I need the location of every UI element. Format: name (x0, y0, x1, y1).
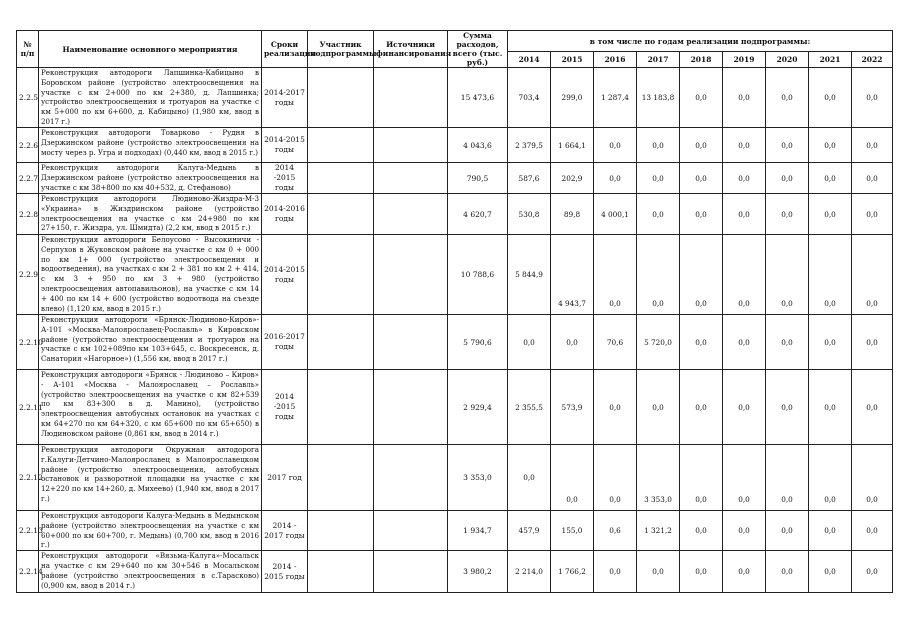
total-expenses: 2 929,4 (448, 370, 508, 445)
row-number: 2.2.10 (17, 315, 39, 370)
year-amount: 13 183,8 (637, 68, 680, 128)
participant-cell (308, 235, 374, 315)
activity-name: Реконструкция автодороги Людиново-Жиздра-М-3 «Украина» в Жиздринском районе (устройство электроосвещения на участке с км 24+980 по км 27+150, г. Жиздра, ул. Шмидта) (2,2 км, ввод в 2015 г.) (39, 194, 262, 235)
year-amount: 0,0 (594, 445, 637, 511)
year-amount: 0,0 (766, 370, 809, 445)
year-amount: 0,0 (809, 128, 852, 163)
year-amount: 202,9 (551, 163, 594, 194)
year-amount: 0,0 (852, 194, 893, 235)
year-amount: 0,0 (551, 445, 594, 511)
implementation-term: 2014 - 2015 годы (262, 551, 308, 593)
activity-name: Реконструкция автодороги «Брянск-Людиново-Киров»-А-101 «Москва-Малоярославец-Рославль» в Кировском районе (устройство электроосвещения и тротуаров на участке с км 102+089по км 103+645, с. Воскресенск, д. Санатория «Нагорное») (1,556 км, ввод в 2017 г.) (39, 315, 262, 370)
header-number: № п/п (17, 31, 39, 68)
implementation-term: 2014 - 2017 годы (262, 511, 308, 551)
year-amount: 0,0 (809, 194, 852, 235)
year-amount: 0,0 (723, 128, 766, 163)
activity-name: Реконструкция автодороги «Брянск - Людиново – Киров» - А-101 «Москва - Малоярославец – Рославль» (устройство электроосвещения на участке с км 82+539 по км 83+300 в д. Манино), (устройство электроосвещения автобусных остановок на участках с км 64+270 по км 64+320, с км 65+600 по км 65+650) в Людиновском районе (0,861 км, ввод в 2014 г.) (39, 370, 262, 445)
year-amount: 4 000,1 (594, 194, 637, 235)
funding-source-cell (374, 235, 448, 315)
implementation-term: 2014 -2015 годы (262, 163, 308, 194)
funding-source-cell (374, 68, 448, 128)
year-amount: 1 766,2 (551, 551, 594, 593)
year-amount: 0,0 (637, 194, 680, 235)
year-amount: 155,0 (551, 511, 594, 551)
year-amount: 0,0 (766, 194, 809, 235)
header-activity-name: Наименование основного мероприятия (39, 31, 262, 68)
row-number: 2.2.8 (17, 194, 39, 235)
year-amount: 0,0 (723, 511, 766, 551)
year-amount: 0,0 (766, 445, 809, 511)
year-amount: 0,0 (723, 551, 766, 593)
header-term: Сроки реализации (262, 31, 308, 68)
year-amount: 0,0 (852, 315, 893, 370)
year-amount: 587,6 (508, 163, 551, 194)
header-year: 2014 (508, 52, 551, 68)
year-amount: 0,0 (852, 370, 893, 445)
year-amount: 0,0 (723, 194, 766, 235)
year-amount: 0,0 (809, 511, 852, 551)
year-amount: 0,0 (637, 235, 680, 315)
year-amount: 5 844,9 (508, 235, 551, 315)
header-year: 2017 (637, 52, 680, 68)
program-table-page (16, 30, 892, 606)
total-expenses: 5 790,6 (448, 315, 508, 370)
table-row (17, 370, 893, 445)
year-amount: 0,0 (809, 315, 852, 370)
total-expenses: 3 980,2 (448, 551, 508, 593)
year-amount: 0,0 (680, 315, 723, 370)
year-amount: 0,0 (680, 445, 723, 511)
year-amount: 0,0 (723, 445, 766, 511)
row-number: 2.2.5 (17, 68, 39, 128)
year-amount: 0,0 (508, 445, 551, 511)
year-amount: 703,4 (508, 68, 551, 128)
total-expenses: 4 620,7 (448, 194, 508, 235)
year-amount: 0,6 (594, 511, 637, 551)
activity-name: Реконструкция автодороги Товарково - Рудня в Дзержинском районе (устройство электроосвещения на мосту через р. Угра и подходах) (0,440 км, ввод в 2015 г.) (39, 128, 262, 163)
header-year: 2022 (852, 52, 893, 68)
total-expenses: 15 473,6 (448, 68, 508, 128)
year-amount: 3 353,0 (637, 445, 680, 511)
year-amount: 0,0 (594, 235, 637, 315)
program-table (16, 30, 893, 593)
participant-cell (308, 163, 374, 194)
header-year: 2015 (551, 52, 594, 68)
table-row (17, 68, 893, 128)
total-expenses: 4 043,6 (448, 128, 508, 163)
total-expenses: 10 788,6 (448, 235, 508, 315)
table-row (17, 235, 893, 315)
year-amount: 0,0 (723, 235, 766, 315)
year-amount: 0,0 (852, 128, 893, 163)
header-total-expenses: Сумма расходов, всего (тыс. руб.) (448, 31, 508, 68)
header-year: 2018 (680, 52, 723, 68)
table-row (17, 315, 893, 370)
year-amount: 0,0 (723, 315, 766, 370)
year-amount: 0,0 (809, 551, 852, 593)
year-amount: 1 287,4 (594, 68, 637, 128)
year-amount: 0,0 (680, 128, 723, 163)
implementation-term: 2014-2015 годы (262, 128, 308, 163)
year-amount: 0,0 (594, 128, 637, 163)
row-number: 2.2.7 (17, 163, 39, 194)
participant-cell (308, 370, 374, 445)
year-amount: 0,0 (508, 315, 551, 370)
year-amount: 530,8 (508, 194, 551, 235)
year-amount: 0,0 (766, 235, 809, 315)
participant-cell (308, 315, 374, 370)
year-amount: 0,0 (766, 511, 809, 551)
year-amount: 0,0 (852, 163, 893, 194)
funding-source-cell (374, 163, 448, 194)
total-expenses: 790,5 (448, 163, 508, 194)
header-funding-sources: Источники финансирования (374, 31, 448, 68)
activity-name: Реконструкция автодороги Лапшинка-Кабицыно в Боровском районе (устройство электроосвещения на участке с км 2+000 по км 2+380, д. Лапшинка; устройство электроосвещения и тротуаров на участке с км 5+000 по км 6+600, д. Кабицыно) (1,980 км, ввод в 2017 г.) (39, 68, 262, 128)
year-amount: 457,9 (508, 511, 551, 551)
year-amount: 0,0 (809, 235, 852, 315)
participant-cell (308, 194, 374, 235)
row-number: 2.2.14 (17, 551, 39, 593)
year-amount: 2 214,0 (508, 551, 551, 593)
activity-name: Реконструкция автодороги «Вязьма-Калуга»-Мосальск на участке с км 29+640 по км 30+546 в Мосальском районе (устройство электроосвещения в с.Тарасково) (0,900 км, ввод в 2014 г.) (39, 551, 262, 593)
table-row (17, 511, 893, 551)
year-amount: 0,0 (637, 128, 680, 163)
year-amount: 0,0 (637, 551, 680, 593)
year-amount: 0,0 (594, 551, 637, 593)
table-row (17, 194, 893, 235)
year-amount: 0,0 (680, 163, 723, 194)
header-participant: Участник подпрограммы (308, 31, 374, 68)
participant-cell (308, 511, 374, 551)
funding-source-cell (374, 551, 448, 593)
header-years-group: в том числе по годам реализации подпрограммы: (508, 31, 893, 52)
year-amount: 0,0 (680, 511, 723, 551)
activity-name: Реконструкция автодороги Окружная автодорога г.Калуги-Детчино-Малоярославец в Малоярославецком районе (устройство электроосвещения, автобусных остановок и разворотной площадки на участке с км 12+220 по км 14+260, д. Михеево) (1,940 км, ввод в 2017 г.) (39, 445, 262, 511)
year-amount: 0,0 (723, 370, 766, 445)
table-row (17, 128, 893, 163)
year-amount: 5 720,0 (637, 315, 680, 370)
row-number: 2.2.13 (17, 511, 39, 551)
header-year: 2021 (809, 52, 852, 68)
year-amount: 0,0 (809, 370, 852, 445)
participant-cell (308, 445, 374, 511)
funding-source-cell (374, 194, 448, 235)
row-number: 2.2.11 (17, 370, 39, 445)
year-amount: 4 943,7 (551, 235, 594, 315)
table-row (17, 163, 893, 194)
year-amount: 0,0 (809, 163, 852, 194)
funding-source-cell (374, 445, 448, 511)
row-number: 2.2.12 (17, 445, 39, 511)
year-amount: 0,0 (766, 551, 809, 593)
year-amount: 0,0 (680, 68, 723, 128)
participant-cell (308, 128, 374, 163)
implementation-term: 2014-2016 годы (262, 194, 308, 235)
year-amount: 0,0 (766, 128, 809, 163)
total-expenses: 3 353,0 (448, 445, 508, 511)
funding-source-cell (374, 128, 448, 163)
implementation-term: 2014-2017 годы (262, 68, 308, 128)
year-amount: 0,0 (723, 68, 766, 128)
funding-source-cell (374, 370, 448, 445)
year-amount: 0,0 (680, 235, 723, 315)
year-amount: 299,0 (551, 68, 594, 128)
activity-name: Реконструкция автодороги Калуга-Медынь в Дзержинском районе (устройство электроосвещения на участке с км 38+800 по км 40+532, д. Стефаново) (39, 163, 262, 194)
implementation-term: 2017 год (262, 445, 308, 511)
participant-cell (308, 68, 374, 128)
year-amount: 0,0 (766, 315, 809, 370)
table-body (17, 68, 893, 593)
year-amount: 70,6 (594, 315, 637, 370)
table-row (17, 551, 893, 593)
year-amount: 0,0 (852, 511, 893, 551)
year-amount: 0,0 (637, 163, 680, 194)
header-year: 2019 (723, 52, 766, 68)
participant-cell (308, 551, 374, 593)
year-amount: 0,0 (852, 235, 893, 315)
year-amount: 2 355,5 (508, 370, 551, 445)
year-amount: 573,9 (551, 370, 594, 445)
header-year: 2016 (594, 52, 637, 68)
total-expenses: 1 934,7 (448, 511, 508, 551)
year-amount: 0,0 (766, 68, 809, 128)
funding-source-cell (374, 511, 448, 551)
year-amount: 0,0 (809, 68, 852, 128)
activity-name: Реконструкция автодороги Калуга-Медынь в Медынском районе (устройство электроосвещения на участке с км 60+000 по км 60+700, г. Медынь) (0,700 км, ввод в 2016 г.) (39, 511, 262, 551)
activity-name: Реконструкция автодороги Белоусово - Высокиничи - Серпухов в Жуковском районе на участке с км 0 + 000 по км 1+ 000 (устройство электроосвещения и водоотведения), на участках с км 2 + 381 по км 2 + 414, с км 3 + 950 по км 3 + 980 (устройство электроосвещения автопавильонов), на участке с км 14 + 400 по км 14 + 600 (устройство водоотвода на съезде влево) (1,120 км, ввод в 2015 г.) (39, 235, 262, 315)
funding-source-cell (374, 315, 448, 370)
implementation-term: 2016-2017 годы (262, 315, 308, 370)
year-amount: 2 379,5 (508, 128, 551, 163)
implementation-term: 2014-2015 годы (262, 235, 308, 315)
year-amount: 0,0 (809, 445, 852, 511)
year-amount: 0,0 (637, 370, 680, 445)
year-amount: 0,0 (852, 551, 893, 593)
implementation-term: 2014 -2015 годы (262, 370, 308, 445)
header-year: 2020 (766, 52, 809, 68)
year-amount: 0,0 (852, 445, 893, 511)
year-amount: 0,0 (723, 163, 766, 194)
table-row (17, 445, 893, 511)
year-amount: 0,0 (680, 370, 723, 445)
table-header (17, 31, 893, 68)
year-amount: 0,0 (680, 194, 723, 235)
year-amount: 0,0 (852, 68, 893, 128)
row-number: 2.2.6 (17, 128, 39, 163)
year-amount: 0,0 (680, 551, 723, 593)
year-amount: 0,0 (594, 370, 637, 445)
year-amount: 0,0 (551, 315, 594, 370)
year-amount: 0,0 (766, 163, 809, 194)
year-amount: 1 321,2 (637, 511, 680, 551)
year-amount: 1 664,1 (551, 128, 594, 163)
year-amount: 0,0 (594, 163, 637, 194)
year-amount: 89,8 (551, 194, 594, 235)
row-number: 2.2.9 (17, 235, 39, 315)
